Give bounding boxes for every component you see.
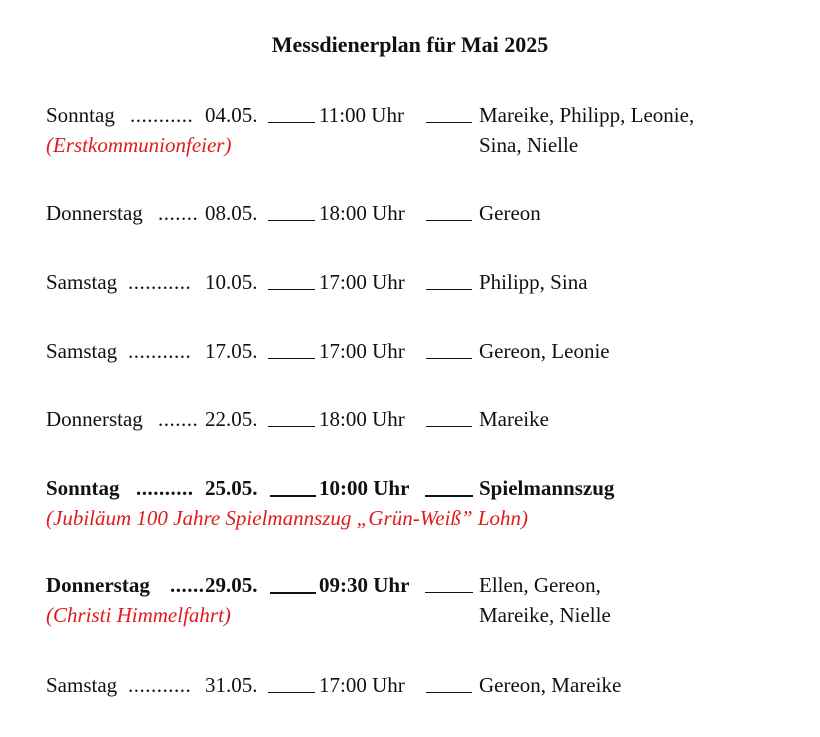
entry-date: 29.05.: [205, 573, 258, 597]
entry-line: [46, 198, 786, 228]
entry-note: (Jubiläum 100 Jahre Spielmannszug „Grün-Weiß” Lohn): [46, 506, 529, 530]
entry-time: 18:00 Uhr: [319, 201, 405, 225]
entry-rule-2: [426, 426, 472, 427]
entry-time: 11:00 Uhr: [319, 103, 404, 127]
entry-rule-1: [270, 592, 316, 594]
entry-rule-2: [425, 495, 473, 497]
entry-rule-1: [268, 289, 315, 290]
schedule-entry: [46, 336, 786, 366]
entry-time: 10:00 Uhr: [319, 476, 410, 500]
entry-time: 17:00 Uhr: [319, 339, 405, 363]
entry-dots: ..........: [136, 476, 194, 500]
entry-rule-2: [426, 692, 472, 693]
entry-names: Gereon: [479, 201, 541, 225]
page-title: Messdienerplan für Mai 2025: [271, 32, 549, 57]
entry-rule-1: [268, 358, 315, 359]
entry-line: [46, 336, 786, 366]
schedule-entry: [46, 100, 786, 160]
entry-date: 17.05.: [205, 339, 258, 363]
entry-line-2: [46, 600, 786, 630]
entry-rule-1: [268, 426, 315, 427]
entry-rule-1: [268, 220, 315, 221]
entry-day: Donnerstag: [46, 201, 143, 225]
entry-names-continued: Sina, Nielle: [479, 133, 579, 157]
entry-date: 25.05.: [205, 476, 258, 500]
entry-day: Sonntag: [46, 476, 120, 500]
entry-names-continued: Mareike, Nielle: [479, 603, 611, 627]
entry-rule-2: [426, 122, 472, 123]
entry-rule-2: [425, 592, 473, 593]
entry-time: 17:00 Uhr: [319, 270, 405, 294]
entry-rule-2: [426, 358, 472, 359]
entry-dots: .......: [158, 407, 199, 431]
entry-date: 31.05.: [205, 673, 258, 697]
entry-names: Gereon, Mareike: [479, 673, 622, 697]
entry-names: Mareike: [479, 407, 549, 431]
entry-day: Sonntag: [46, 103, 115, 127]
entry-time: 17:00 Uhr: [319, 673, 405, 697]
entry-note: (Erstkommunionfeier): [46, 133, 232, 157]
entry-rule-1: [268, 692, 315, 693]
schedule-entry: [46, 473, 786, 533]
entry-day: Samstag: [46, 673, 118, 697]
entry-line-2: [46, 130, 786, 160]
entry-note: (Christi Himmelfahrt): [46, 603, 231, 627]
entry-time: 09:30 Uhr: [319, 573, 410, 597]
entry-date: 22.05.: [205, 407, 258, 431]
entry-dots: ...........: [130, 103, 194, 127]
entry-dots: ......: [170, 573, 205, 597]
entry-line: [46, 670, 786, 700]
entry-date: 10.05.: [205, 270, 258, 294]
entry-line: [46, 267, 786, 297]
entry-line: [46, 570, 786, 600]
entry-names: Philipp, Sina: [479, 270, 588, 294]
entry-day: Samstag: [46, 339, 118, 363]
schedule-entry: [46, 198, 786, 228]
entry-time: 18:00 Uhr: [319, 407, 405, 431]
entry-line: [46, 100, 786, 130]
entry-rule-2: [426, 220, 472, 221]
entry-date: 04.05.: [205, 103, 258, 127]
entry-dots: .......: [158, 201, 199, 225]
entry-day: Samstag: [46, 270, 118, 294]
entry-line-2: [46, 503, 786, 533]
entry-line: [46, 404, 786, 434]
entry-day: Donnerstag: [46, 407, 143, 431]
schedule-entry: [46, 670, 786, 700]
entry-date: 08.05.: [205, 201, 258, 225]
entry-dots: ...........: [128, 270, 192, 294]
entry-rule-1: [270, 495, 316, 497]
entry-names: Gereon, Leonie: [479, 339, 610, 363]
entry-names: Mareike, Philipp, Leonie,: [479, 103, 695, 127]
schedule-entry: [46, 404, 786, 434]
schedule-entry: [46, 267, 786, 297]
entry-day: Donnerstag: [46, 573, 150, 597]
entry-dots: ...........: [128, 673, 192, 697]
entry-dots: ...........: [128, 339, 192, 363]
entry-rule-1: [268, 122, 315, 123]
entry-line: [46, 473, 786, 503]
entry-rule-2: [426, 289, 472, 290]
schedule-entry: [46, 570, 786, 630]
entry-names: Spielmannszug: [479, 476, 615, 500]
entry-names: Ellen, Gereon,: [479, 573, 601, 597]
